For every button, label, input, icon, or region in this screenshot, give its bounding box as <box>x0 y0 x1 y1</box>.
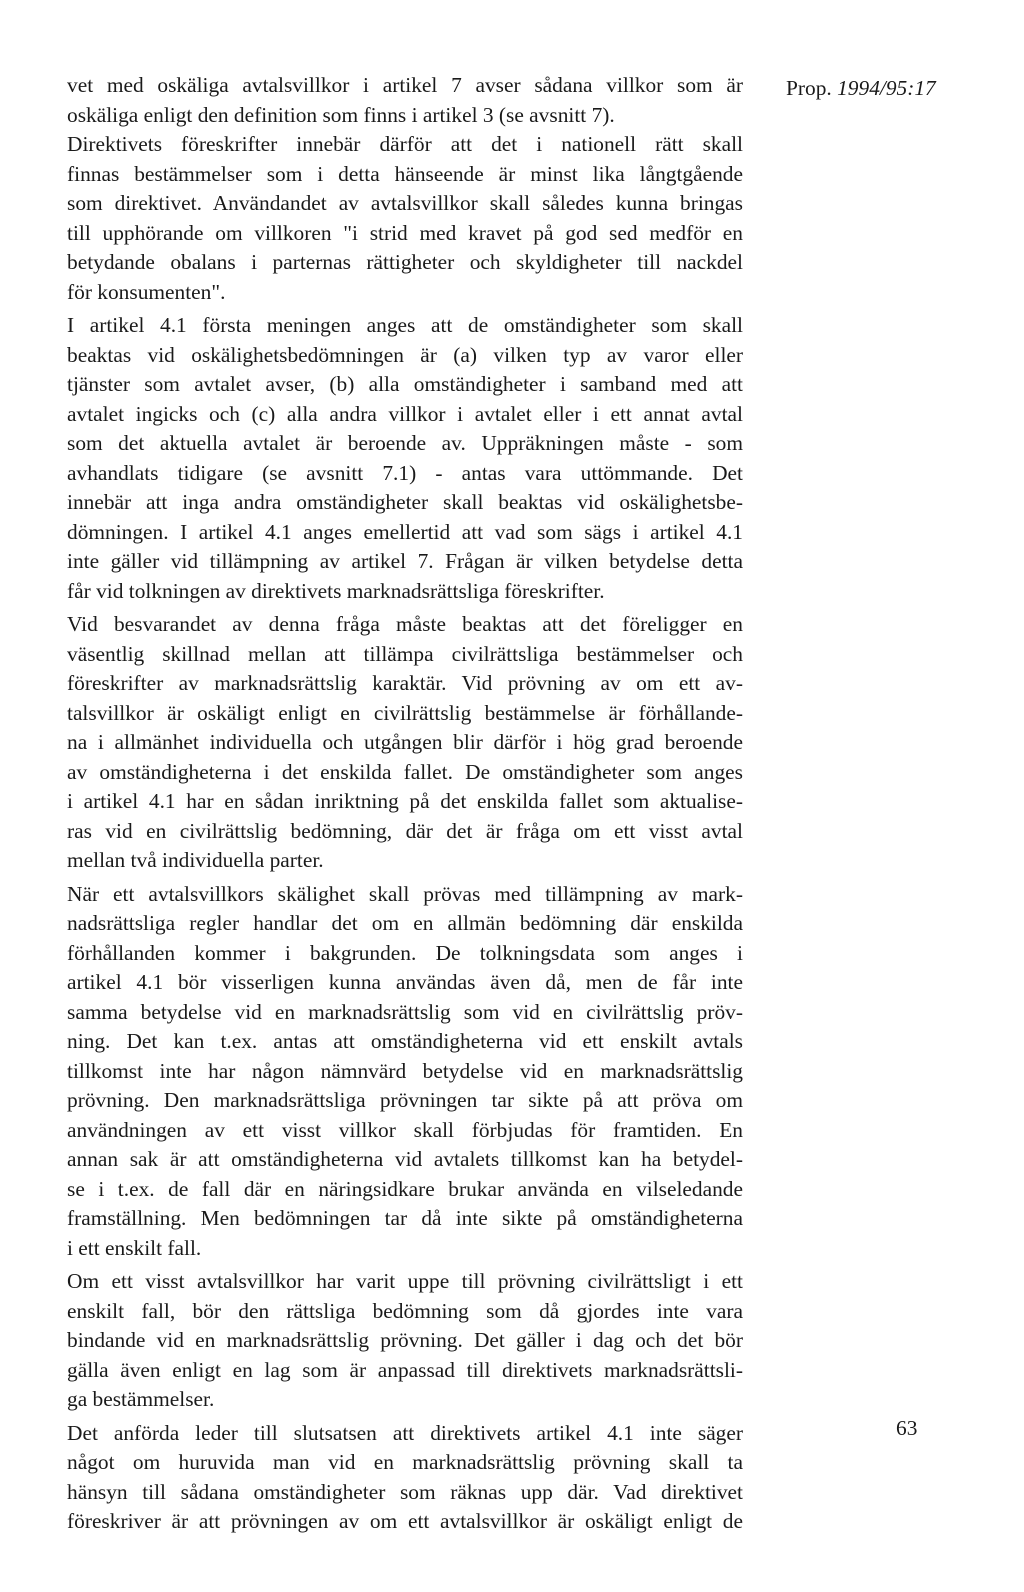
paragraph <box>67 130 743 307</box>
paragraph <box>67 71 743 130</box>
margin-year: 1994/95:17 <box>837 76 936 100</box>
paragraph <box>67 1419 743 1537</box>
text-line: vet med oskäliga avtalsvillkor i artikel 7 avser sådana villkor som är <box>67 73 743 97</box>
text-line: avtalet ingicks och (c) alla andra villkor i avtalet eller i ett annat avtal <box>67 401 743 426</box>
paragraph <box>67 311 743 606</box>
text-line: till upphörande om villkoren "i strid med kravet på god sed medför en <box>67 220 743 245</box>
text-line: Vid besvarandet av denna fråga måste beaktas att det föreligger en <box>67 612 743 636</box>
text-line: inte gäller vid tillämpning av artikel 7. Frågan är vilken betydelse detta <box>67 549 743 573</box>
text-line: se i t.ex. de fall där en näringsidkare brukar använda en vilseledande <box>67 1176 743 1201</box>
text-line: mellan två individuella parter. <box>67 848 324 872</box>
text-line: ras vid en civilrättslig bedömning, där det är fråga om ett visst avtal <box>67 818 743 843</box>
paragraph <box>67 1267 743 1415</box>
text-line: ga bestämmelser. <box>67 1387 215 1411</box>
text-line: föreskrifter av marknadsrättslig karaktär. Vid prövning av om ett av- <box>67 671 743 695</box>
text-line: i ett enskilt fall. <box>67 1235 202 1260</box>
text-line: förhållanden kommer i bakgrunden. De tolkningsdata som anges i <box>67 940 743 965</box>
text-line: hänsyn till sådana omständigheter som räknas upp där. Vad direktivet <box>67 1479 743 1504</box>
text-line: som direktivet. Användandet av avtalsvillkor skall således kunna bringas <box>67 191 743 215</box>
paragraph <box>67 610 743 876</box>
text-line: tjänster som avtalet avser, (b) alla omständigheter i samband med att <box>67 372 743 396</box>
margin-prefix: Prop. <box>786 76 838 100</box>
text-line: i artikel 4.1 har en sådan inriktning på det enskilda fallet som aktualise- <box>67 789 743 813</box>
text-line: något om huruvida man vid en marknadsrättslig prövning skall ta <box>67 1450 743 1474</box>
text-line: ning. Det kan t.ex. antas att omständigheterna vid ett enskilt avtals <box>67 1029 743 1053</box>
text-line: Om ett visst avtalsvillkor har varit uppe till prövning civilrättsligt i ett <box>67 1269 743 1293</box>
text-line: Direktivets föreskrifter innebär därför att det i nationell rätt skall <box>67 132 743 156</box>
text-line: Det anförda leder till slutsatsen att direktivets artikel 4.1 inte säger <box>67 1420 743 1445</box>
text-line: avhandlats tidigare (se avsnitt 7.1) - antas vara uttömmande. Det <box>67 460 743 485</box>
text-line: betydande obalans i parternas rättigheter och skyldigheter till nackdel <box>67 250 743 274</box>
text-line: framställning. Men bedömningen tar då inte sikte på omständigheterna <box>67 1206 743 1230</box>
text-line: som det aktuella avtalet är beroende av. Uppräkningen måste - som <box>67 431 743 455</box>
page-number: 63 <box>896 1416 918 1440</box>
text-line: för konsumenten". <box>67 279 226 304</box>
text-line: na i allmänhet individuella och utgången blir därför i hög grad beroende <box>67 730 743 754</box>
text-line: av omständigheterna i det enskilda fallet. De omständigheter som anges <box>67 759 743 784</box>
text-line: dömningen. I artikel 4.1 anges emellertid att vad som sägs i artikel 4.1 <box>67 519 743 544</box>
text-line: tillkomst inte har någon nämnvärd betydelse vid en marknadsrättslig <box>67 1058 743 1083</box>
text-line: innebär att inga andra omständigheter skall beaktas vid oskälighetsbe- <box>67 490 743 514</box>
text-line: gälla även enligt en lag som är anpassad till direktivets marknadsrättsli- <box>67 1357 743 1382</box>
margin-reference <box>786 74 936 104</box>
text-line: samma betydelse vid en marknadsrättslig som vid en civilrättslig pröv- <box>67 999 743 1024</box>
text-line: oskäliga enligt den definition som finns i artikel 3 (se avsnitt 7). <box>67 102 615 127</box>
text-line: annan sak är att omständigheterna vid avtalets tillkomst kan ha betydel- <box>67 1147 743 1171</box>
text-line: väsentlig skillnad mellan att tillämpa civilrättsliga bestämmelser och <box>67 641 743 666</box>
text-line: talsvillkor är oskäligt enligt en civilrättslig bestämmelse är förhållande- <box>67 700 743 725</box>
text-line: bindande vid en marknadsrättslig prövning. Det gäller i dag och det bör <box>67 1328 743 1352</box>
text-line: artikel 4.1 bör visserligen kunna användas även då, men de får inte <box>67 970 743 994</box>
text-line: användningen av ett visst villkor skall förbjudas för framtiden. En <box>67 1117 743 1142</box>
text-line: prövning. Den marknadsrättsliga prövningen tar sikte på att pröva om <box>67 1088 743 1112</box>
text-line: När ett avtalsvillkors skälighet skall prövas med tillämpning av mark- <box>67 881 743 906</box>
text-line: föreskriver är att prövningen av om ett avtalsvillkor är oskäligt enligt de <box>67 1509 743 1533</box>
text-line: beaktas vid oskälighetsbedömningen är (a) vilken typ av varor eller <box>67 342 743 367</box>
text-line: nadsrättsliga regler handlar det om en allmän bedömning där enskilda <box>67 911 743 935</box>
text-line: enskilt fall, bör den rättsliga bedömning som då gjordes inte vara <box>67 1298 743 1323</box>
text-line: får vid tolkningen av direktivets marknadsrättsliga föreskrifter. <box>67 578 605 603</box>
body-text <box>67 71 743 1541</box>
paragraph <box>67 880 743 1264</box>
text-line: finnas bestämmelser som i detta hänseende är minst lika långtgående <box>67 161 743 186</box>
text-line: I artikel 4.1 första meningen anges att de omständigheter som skall <box>67 313 743 337</box>
